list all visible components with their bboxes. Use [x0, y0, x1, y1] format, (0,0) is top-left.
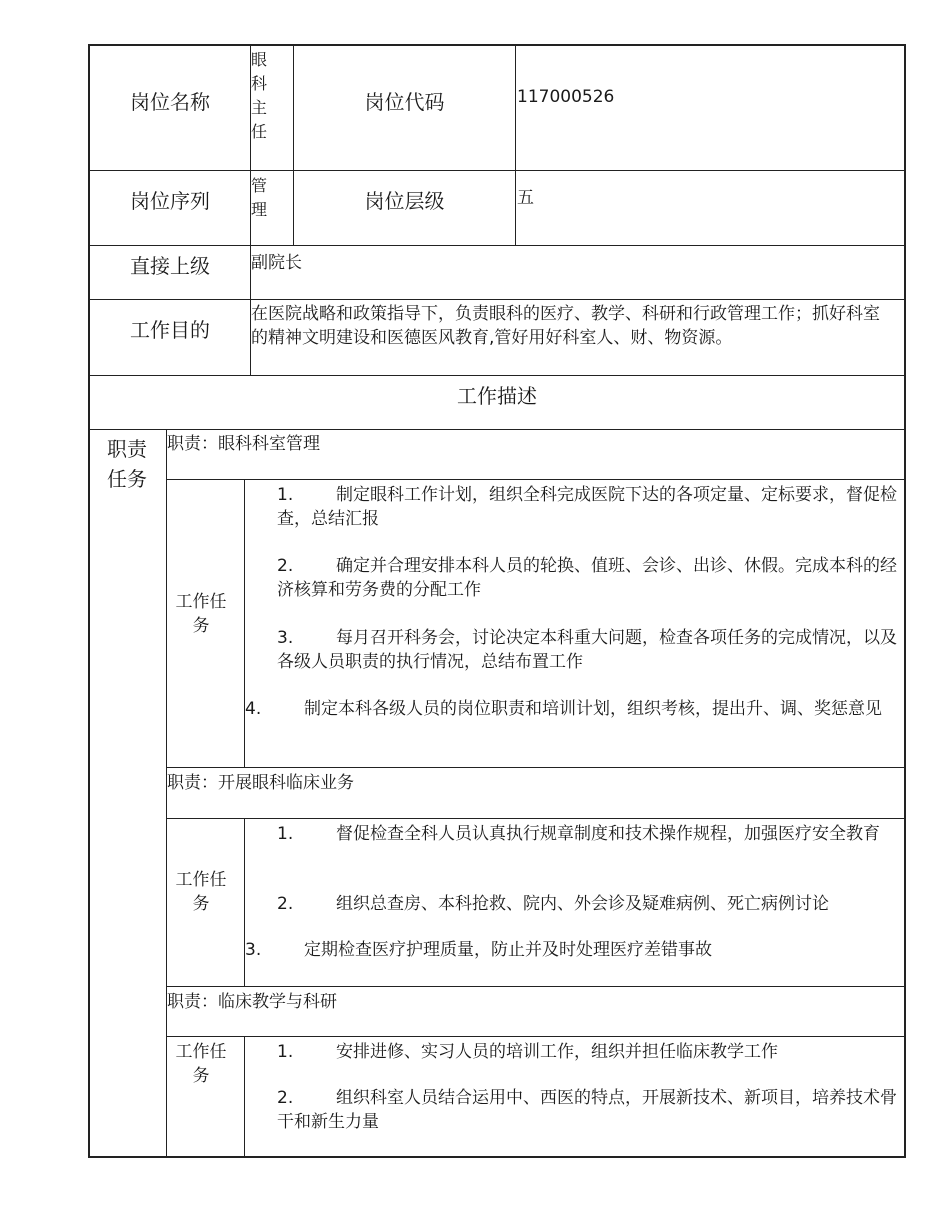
task-number: 2. — [277, 894, 294, 914]
task-text: 组织科室人员结合运用中、西医的特点，开展新技术、新项目，培养技术骨干和新生力量 — [277, 1088, 897, 1132]
purpose-value: 在医院战略和政策指导下，负责眼科的医疗、教学、科研和行政管理工作；抓好科室的精神文明建设和医德医风教育,管好用好科室人、财、物资源。 — [251, 304, 880, 348]
task-item — [277, 1040, 897, 1064]
row-divider — [166, 479, 906, 480]
task-text: 制定本科各级人员的岗位职责和培训计划，组织考核，提出升、调、奖惩意见 — [304, 699, 882, 719]
task-number: 2. — [277, 556, 294, 576]
series-label: 岗位序列 — [130, 189, 210, 213]
task-text: 安排进修、实习人员的培训工作，组织并担任临床教学工作 — [336, 1042, 778, 1062]
row-divider — [166, 818, 906, 819]
duty-title — [167, 432, 897, 456]
task-text: 督促检查全科人员认真执行规章制度和技术操作规程，加强医疗安全教育 — [336, 824, 880, 844]
row-divider — [166, 1036, 906, 1037]
task-item — [245, 938, 897, 962]
duty-prefix: 职责： — [167, 434, 218, 454]
row-divider — [166, 767, 906, 768]
duty-title-text: 临床教学与科研 — [218, 992, 337, 1012]
task-text: 组织总查房、本科抢救、院内、外会诊及疑难病例、死亡病例讨论 — [336, 894, 829, 914]
superior-value: 副院长 — [251, 253, 302, 273]
duty-prefix: 职责： — [167, 992, 218, 1012]
task-number: 4. — [245, 699, 262, 719]
task-item — [277, 1086, 897, 1134]
task-number: 1. — [277, 485, 294, 505]
post-name-label: 岗位名称 — [130, 90, 210, 114]
row-divider — [88, 429, 906, 430]
post-name-value: 眼科主任 — [251, 50, 268, 141]
row-divider — [166, 986, 906, 987]
task-item — [245, 697, 897, 721]
level-label: 岗位层级 — [364, 189, 445, 213]
task-item — [277, 822, 897, 846]
post-code-label: 岗位代码 — [364, 90, 445, 114]
duty-title-text: 眼科科室管理 — [218, 434, 320, 454]
post-code-value: 117000526 — [517, 87, 615, 107]
col-divider — [244, 1036, 245, 1158]
purpose-label: 工作目的 — [130, 318, 210, 342]
task-item — [277, 554, 897, 602]
task-label: 工作任务 — [175, 870, 227, 914]
task-number: 1. — [277, 1042, 294, 1062]
superior-label: 直接上级 — [130, 254, 210, 278]
description-title: 工作描述 — [457, 384, 537, 408]
task-label: 工作任务 — [175, 592, 227, 636]
level-value: 五 — [517, 188, 534, 208]
task-number: 1. — [277, 824, 294, 844]
duty-title — [167, 771, 897, 795]
task-number: 3. — [277, 628, 294, 648]
task-number: 2. — [277, 1088, 294, 1108]
col-divider — [293, 44, 294, 245]
task-text: 制定眼科工作计划，组织全科完成医院下达的各项定量、定标要求，督促检查，总结汇报 — [277, 485, 897, 529]
duty-title — [167, 990, 897, 1014]
row-divider — [88, 170, 906, 171]
task-number: 3. — [245, 940, 262, 960]
col-divider — [244, 479, 245, 767]
row-divider — [88, 299, 906, 300]
task-text: 确定并合理安排本科人员的轮换、值班、会诊、出诊、休假。完成本科的经济核算和劳务费的分配工作 — [277, 556, 897, 600]
task-item — [277, 483, 897, 531]
duty-title-text: 开展眼科临床业务 — [218, 773, 354, 793]
series-value: 管理 — [251, 176, 268, 219]
row-divider — [88, 375, 906, 376]
task-text: 每月召开科务会，讨论决定本科重大问题，检查各项任务的完成情况，以及各级人员职责的执行情况，总结布置工作 — [277, 628, 897, 672]
row-divider — [88, 245, 906, 246]
task-item — [277, 892, 897, 916]
task-text: 定期检查医疗护理质量，防止并及时处理医疗差错事故 — [304, 940, 712, 960]
col-divider — [515, 44, 516, 245]
duty-prefix: 职责： — [167, 773, 218, 793]
duties-label: 职责任务 — [107, 437, 147, 491]
task-item — [277, 626, 897, 674]
task-label: 工作任务 — [175, 1042, 227, 1086]
